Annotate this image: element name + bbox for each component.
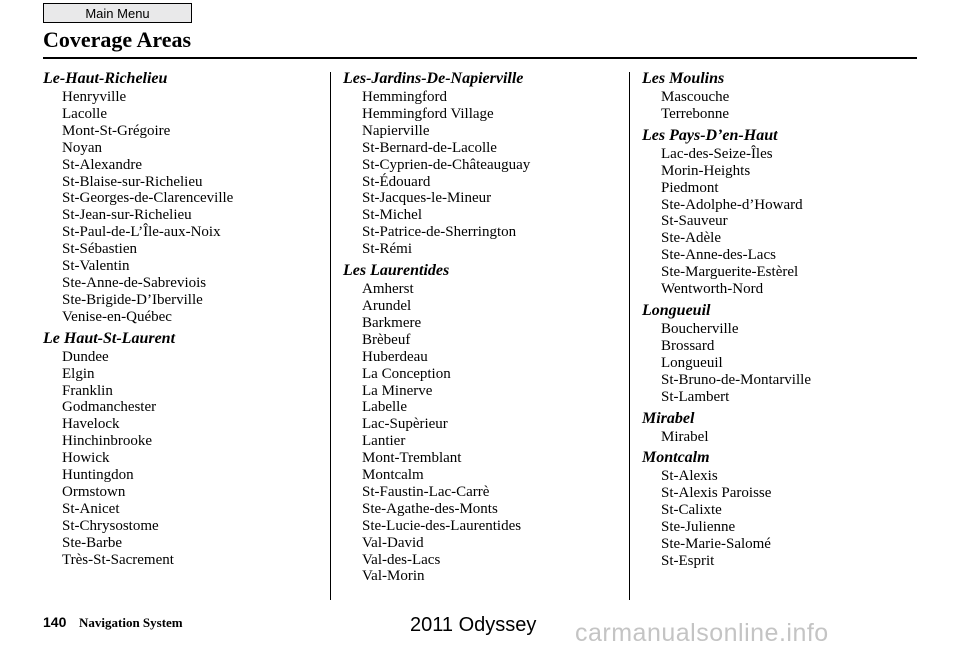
place-name: Mirabel [661,428,709,445]
place-name: Mascouche [661,89,730,105]
place-name: Ste-Brigide-D’Iberville [62,291,203,308]
place-name: St-Sauveur [661,213,728,230]
place-name: Hemmingford Village [362,105,494,122]
place-name: Boucherville [661,320,739,337]
title-rule [43,57,917,59]
footer-model: 2011 Odyssey [410,614,537,636]
place-name: St-Alexis [661,468,718,485]
region-heading: Longueuil [642,301,711,319]
place-name: Hemmingford [362,89,447,105]
place-name: St-Anicet [62,500,120,517]
region-heading: Les Pays-D’en-Haut [642,126,778,144]
place-name: St-Faustin-Lac-Carrè [362,483,490,500]
footer-section-name: Navigation System [79,615,183,630]
place-name: St-Blaise-sur-Richelieu [62,173,203,190]
place-name: Noyan [62,139,102,156]
place-name: Terrebonne [661,105,730,122]
place-name: St-Rémi [362,241,413,258]
place-name: St-Chrysostome [62,517,159,534]
place-name: Ste-Anne-des-Lacs [661,247,776,264]
place-name: Ormstown [62,483,126,500]
region-heading: Les Moulins [642,70,725,87]
place-name: Ste-Marguerite-Estèrel [661,264,799,281]
place-name: Hinchinbrooke [62,433,152,450]
place-name: St-Lambert [661,388,730,405]
place-name: Ste-Adolphe-d’Howard [661,196,803,213]
column-divider [629,72,630,600]
place-name: St-Alexis Paroisse [661,485,772,502]
place-name: Labelle [362,399,407,416]
place-name: Lac-Supèrieur [362,416,448,433]
page-number: 140 [43,614,67,630]
place-name: Ste-Agathe-des-Monts [362,500,498,517]
place-name: Franklin [62,382,113,399]
place-name: Arundel [362,297,412,314]
place-name: St-Calixte [661,502,722,519]
place-name: Ste-Julienne [661,519,736,536]
place-name: Amherst [362,281,414,298]
place-name: Lac-des-Seize-Îles [661,145,773,162]
place-name: Havelock [62,416,120,433]
place-name: Brèbeuf [362,331,411,348]
place-name: Barkmere [362,314,422,331]
place-name: Longueuil [661,354,723,371]
place-name: La Minerve [362,382,433,399]
place-name: St-Alexandre [62,156,142,173]
place-name: St-Jacques-le-Mineur [362,190,492,207]
place-name: Dundee [62,348,109,365]
place-name: Morin-Heights [661,162,751,179]
place-name: St-Cyprien-de-Châteauguay [362,156,531,173]
place-name: Montcalm [362,467,424,484]
place-name: Venise-en-Québec [62,308,172,325]
place-name: Très-St-Sacrement [62,551,174,568]
place-name: St-Bernard-de-Lacolle [362,139,497,156]
place-name: Brossard [661,337,715,354]
place-name: Godmanchester [62,399,157,416]
place-name: St-Valentin [62,258,130,275]
place-name: St-Édouard [362,173,431,190]
place-name: Ste-Lucie-des-Laurentides [362,517,522,534]
place-name: Ste-Anne-de-Sabreviois [62,274,207,291]
place-name: St-Jean-sur-Richelieu [62,207,192,224]
place-name: St-Sébastien [62,241,137,258]
region-heading: Montcalm [642,449,710,467]
place-name: Elgin [62,365,95,382]
place-name: Huberdeau [362,348,428,365]
region-heading: Le Haut-St-Laurent [43,329,176,347]
column-2 [343,69,530,585]
place-name: Ste-Barbe [62,534,122,551]
region-heading: Les Laurentides [343,262,450,280]
column-3 [642,69,811,570]
place-name: St-Patrice-de-Sherrington [362,224,517,241]
place-name: Piedmont [661,179,719,196]
place-name: St-Georges-de-Clarenceville [62,190,234,207]
place-name: St-Paul-de-L’Île-aux-Noix [62,224,221,241]
column-1 [43,69,233,568]
place-name: Mont-St-Grégoire [62,122,171,139]
watermark: carmanualsonline.info [575,619,829,647]
place-name: Howick [62,450,110,467]
place-name: Val-David [362,534,424,551]
place-name: Lacolle [62,105,107,122]
place-name: Mont-Tremblant [362,450,462,467]
place-name: Napierville [362,122,430,139]
region-heading: Les-Jardins-De-Napierville [343,70,524,87]
region-heading: Le-Haut-Richelieu [43,70,168,87]
place-name: Ste-Adèle [661,230,721,247]
column-divider [330,72,331,600]
place-name: La Conception [362,365,451,382]
place-name: Val-Morin [362,568,425,585]
place-name: St-Esprit [661,552,715,569]
place-name: Wentworth-Nord [661,281,764,298]
place-name: Ste-Marie-Salomé [661,536,771,553]
place-name: Val-des-Lacs [362,551,441,568]
main-menu-button[interactable]: Main Menu [43,3,192,23]
place-name: Henryville [62,89,127,105]
region-heading: Mirabel [642,409,695,427]
place-name: Lantier [362,433,406,450]
page-title: Coverage Areas [43,27,192,52]
place-name: St-Bruno-de-Montarville [661,371,811,388]
place-name: Huntingdon [62,467,134,484]
place-name: St-Michel [362,207,422,224]
